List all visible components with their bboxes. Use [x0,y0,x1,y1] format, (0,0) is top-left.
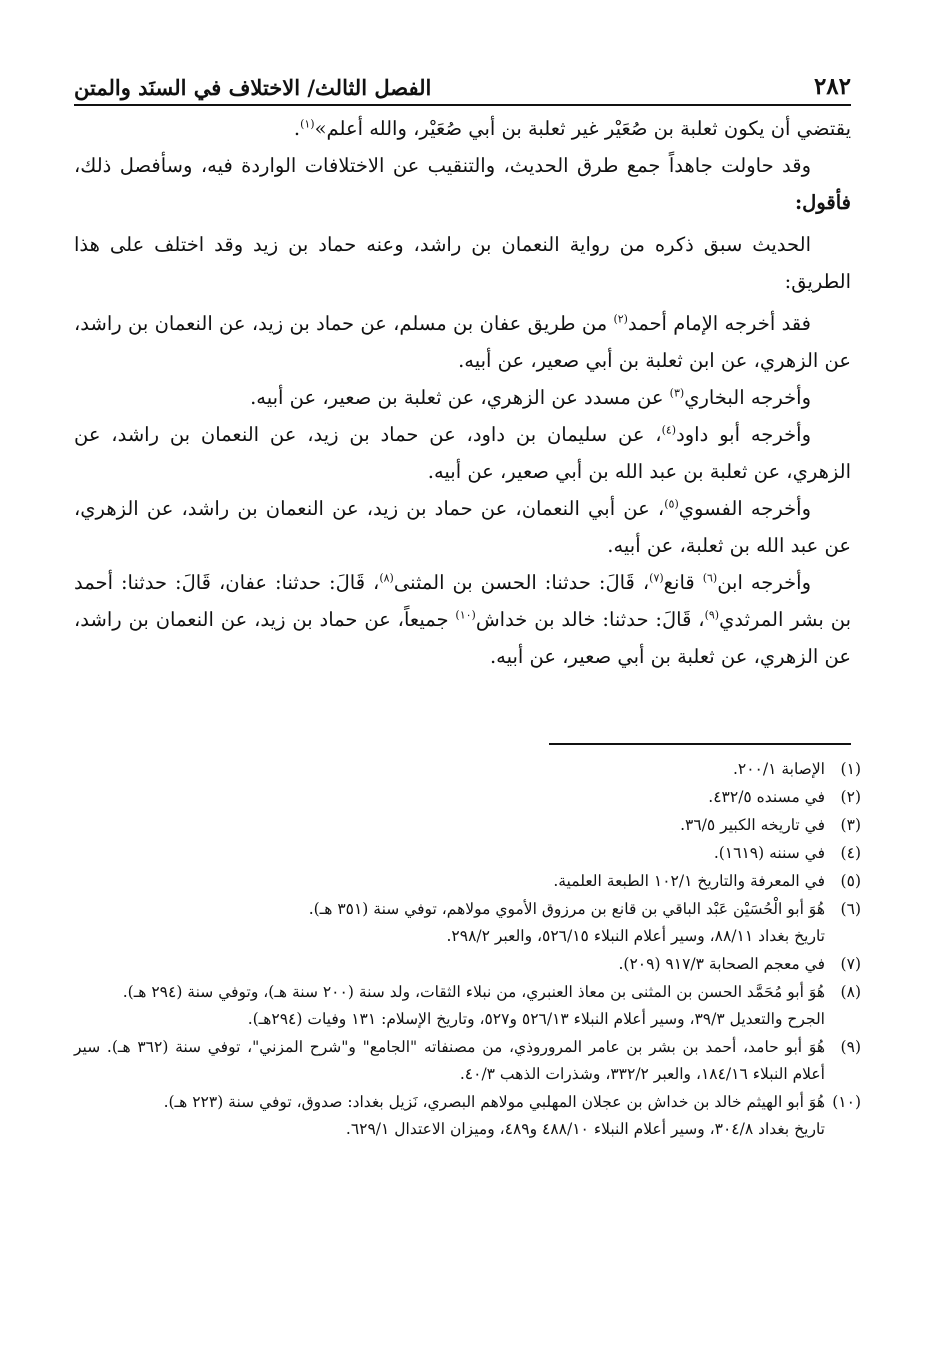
footnote [74,896,861,950]
paragraph-text: وأخرجه البخاري [684,386,811,409]
footnote-number: (٩) [840,1038,861,1056]
footnote [74,868,861,895]
footnote-text-block [74,896,825,950]
footnote-ref: (٣) [669,386,685,400]
main-text [74,110,851,675]
footnote-ref: (٨) [379,571,394,585]
footnote-sources: تاريخ بغداد ٨٨/١١، وسير أعلام النبلاء ٥٢٦/١٥، والعبر ٢٩٨/٢. [446,927,825,945]
paragraph-7 [74,490,851,564]
paragraph-text: عن مسدد عن الزهري، عن ثعلبة بن صعير، عن أبيه. [250,386,670,409]
paragraph-text: ، عن سليمان بن داود، عن حماد بن زيد، عن النعمان بن راشد، عن الزهري، عن ثعلبة بن عبد الله بن أبي صعير، عن أبيه. [74,423,851,483]
footnote-text-block [74,1089,825,1143]
paragraph-text: ، قَالَ: حدثنا: خالد بن خداش [475,608,705,631]
footnote-number: (٥) [840,872,861,890]
footnote-number: (٤) [840,844,861,862]
footnote-ref: (٧) [649,571,664,585]
footnote [74,840,861,867]
footnote-sources: الجرح والتعديل ٣٩/٣، وسير أعلام النبلاء ٥٢٦/١٣ و٥٢٧، وتاريخ الإسلام: ١٣١ وفيات (٢٩٤هـ). [247,1010,825,1028]
paragraph-text: من طريق عفان بن مسلم، عن حماد بن زيد، عن النعمان بن راشد، عن الزهري، عن ابن ثعلبة بن أبي صعير، عن أبيه. [74,312,851,372]
paragraph-text: ، عن أبي النعمان، عن حماد بن زيد، عن النعمان بن راشد، عن الزهري، عن عبد الله بن ثعلبة، عن أبيه. [74,497,851,557]
footnotes [74,756,861,1144]
footnote-text: هُوَ أبو الْحُسَيْن عَبْد الباقي بن قانع بن مرزوق الأموي مولاهم، توفي سنة (٣٥١ هـ). [308,900,825,918]
paragraph-text: يقتضي أن يكون ثعلبة بن صُعَيْر غير ثعلبة بن أبي صُعَيْر، والله أعلم» [314,117,851,140]
footnote-divider [549,743,851,745]
footnote [74,1034,861,1088]
paragraph-4 [74,305,851,379]
footnote-number: (٧) [840,955,861,973]
footnote [74,1089,861,1143]
footnote-text: في تاريخه الكبير ٣٦/٥. [680,816,825,834]
paragraph-5 [74,379,851,416]
footnote-ref: (٥) [664,497,679,511]
footnote-ref: (٤) [661,423,677,437]
paragraph-text: وقد حاولت جاهداً جمع طرق الحديث، والتنقيب عن الاختلافات الواردة فيه، وسأفصل ذلك، [74,154,811,177]
footnote [74,784,861,811]
paragraph-text: ، قَالَ: حدثنا: الحسن بن المثنى [393,571,650,594]
paragraph-text: جميعاً، عن حماد بن زيد، عن النعمان بن راشد، عن الزهري، عن ثعلبة بن أبي صعير، عن أبيه. [74,608,851,668]
footnote-text: هُوَ أبو حامد، أحمد بن بشر بن عامر المروروذي، من مصنفاته "الجامع" و"شرح المزني"، توفي سنة (٣٦٢ هـ). سير أعلام النبلاء ١٨٤/١٦، والعبر ٣٣٢/٢، وشذرات الذهب ٤٠/٣. [74,1038,825,1083]
page-number: ٢٨٢ [813,73,851,100]
footnote-text: هُوَ أبو مُحَمَّد الحسن بن المثنى بن معاذ العنبري، من نبلاء الثقات، ولد سنة (٢٠٠ سنة هـ)، وتوفي سنة (٢٩٤ هـ). [122,983,825,1001]
paragraph-end: . [293,117,301,140]
paragraph-text: وأخرجه أبو داود [676,423,811,446]
page-header [74,60,851,106]
footnote-text: في المعرفة والتاريخ ١٠٢/١ الطبعة العلمية. [553,872,825,890]
paragraph-6 [74,416,851,490]
running-title: الفصل الثالث/ الاختلاف في السنَد والمتن [74,75,432,100]
footnote-ref: (٢) [613,312,628,326]
paragraph-text: قانع [663,571,703,594]
footnote-text-block [74,979,825,1033]
paragraph-2 [74,147,851,221]
footnote-text: هُوَ أبو الهيثم خالد بن خداش بن عجلان المهلبي مولاهم البصري، نَزيل بغداد: صدوق، توفي سنة (٢٢٣ هـ). [163,1093,825,1111]
footnote [74,951,861,978]
footnote-number: (٨) [840,983,861,1001]
footnote-sources: تاريخ بغداد ٣٠٤/٨، وسير أعلام النبلاء ٤٨٨/١٠ و٤٨٩، وميزان الاعتدال ٦٢٩/١. [345,1120,825,1138]
footnote-ref: (٦) [702,571,718,585]
footnote-text: الإصابة ٢٠٠/١. [732,760,825,778]
footnote-number: (٣) [840,816,861,834]
footnote-number: (٦) [840,900,861,918]
footnote-ref: (٩) [704,608,720,622]
paragraph-8 [74,564,851,675]
footnote-number: (١) [840,760,861,778]
paragraph-text: وأخرجه ابن [717,571,812,594]
paragraph-3: الحديث سبق ذكره من رواية النعمان بن راشد، وعنه حماد بن زيد وقد اختلف على هذا الطريق: [74,233,851,293]
paragraph-1 [74,110,851,147]
footnote-number: (٢) [840,788,861,806]
footnote-ref: (١) [300,117,315,131]
footnote-text: في معجم الصحابة ٩١٧/٣ (٢٠٩). [618,955,825,973]
bold-phrase: فأقول: [794,191,851,214]
footnote [74,756,861,783]
footnote-number: (١٠) [832,1093,861,1111]
footnote-text: في سننه (١٦١٩). [713,844,825,862]
footnote-ref: (١٠) [455,608,476,622]
footnote [74,812,861,839]
footnote [74,979,861,1033]
footnote-text: في مسنده ٤٣٢/٥. [708,788,825,806]
paragraph-text: فقد أخرجه الإمام أحمد [627,312,811,335]
paragraph-text: ، قَالَ: حدثنا: عفان، قَالَ: حدثنا: أحمد بن بشر المرثدي [74,571,851,631]
paragraph-text: وأخرجه الفسوي [678,497,812,520]
